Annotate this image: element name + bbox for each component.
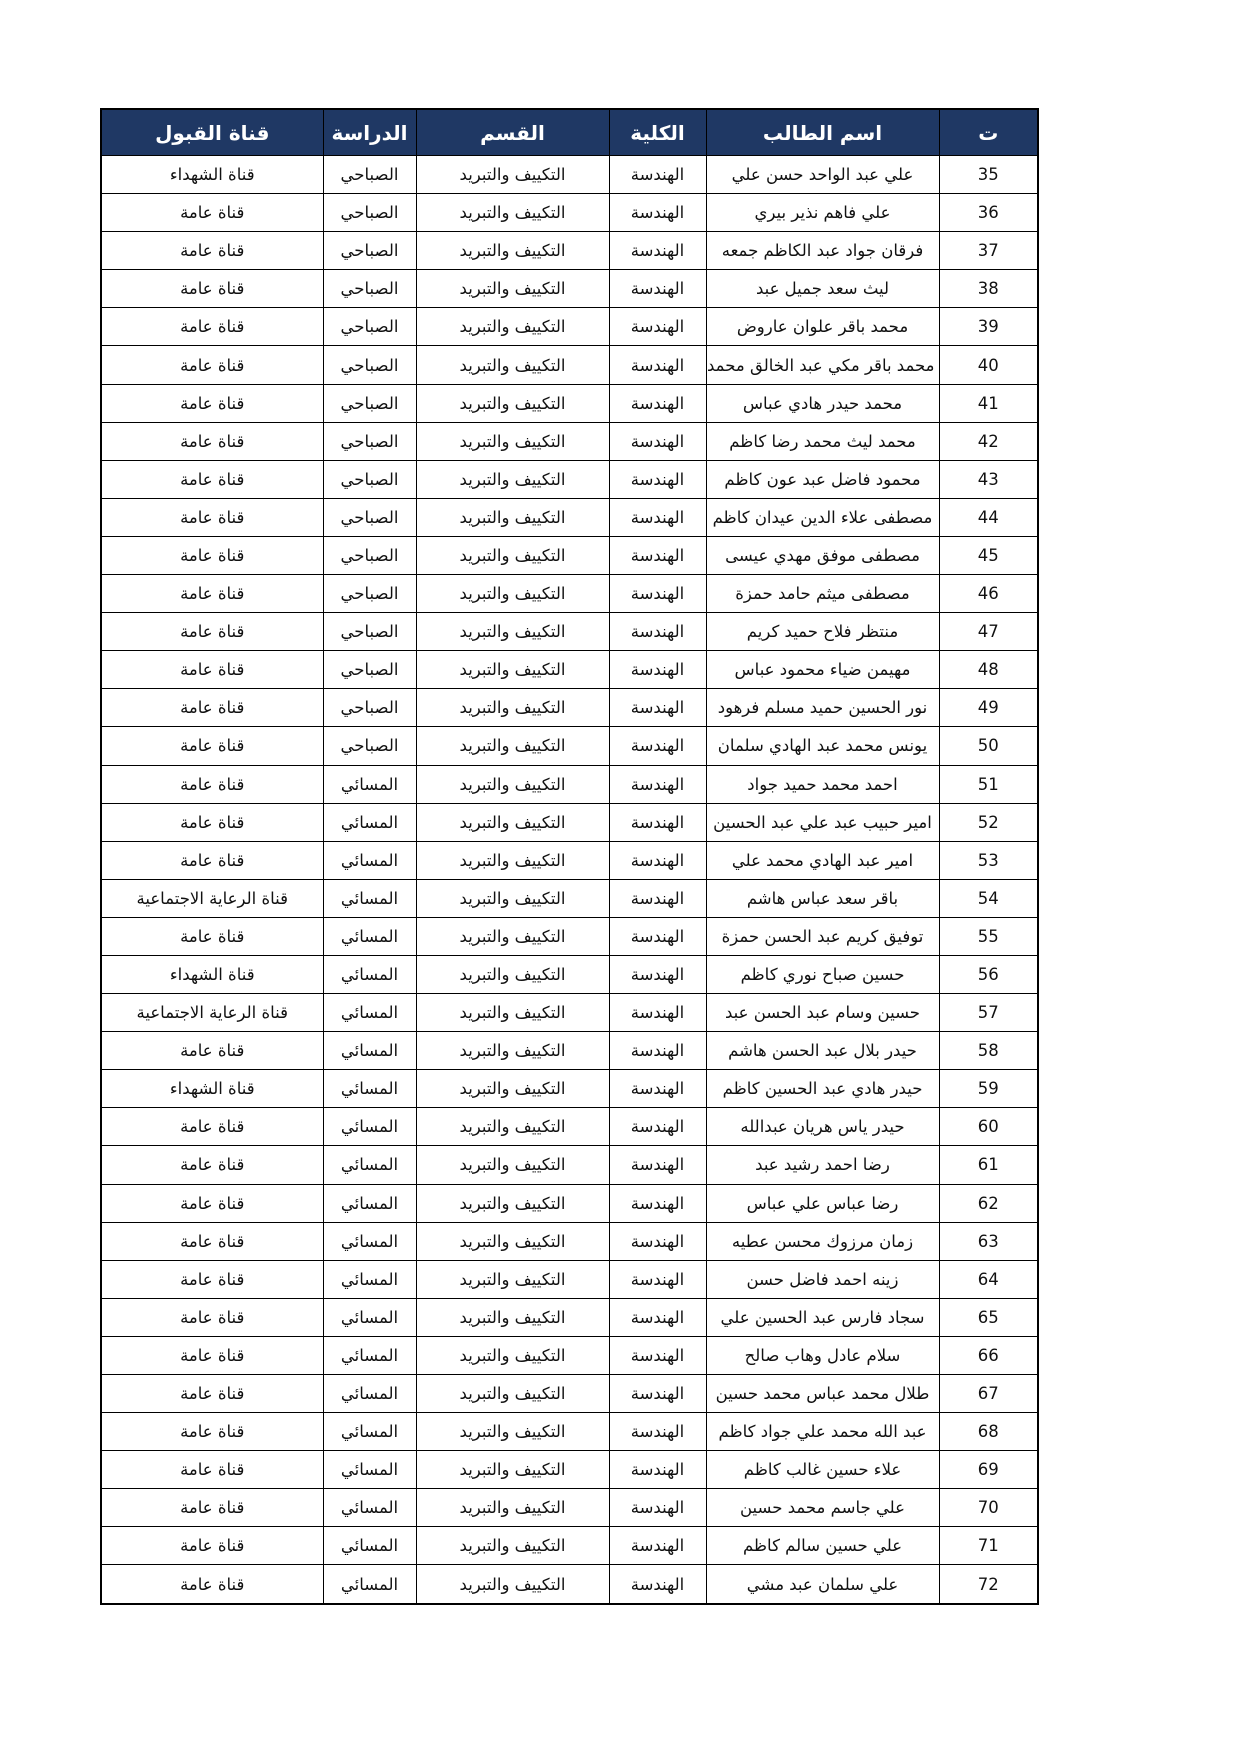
cell-college: الهندسة	[609, 1565, 706, 1604]
cell-study: المسائي	[323, 1527, 416, 1565]
cell-study: المسائي	[323, 1565, 416, 1604]
cell-admission-channel: قناة عامة	[101, 384, 323, 422]
cell-department: التكييف والتبريد	[416, 613, 609, 651]
table-row	[101, 232, 1038, 270]
cell-student-name: زينه احمد فاضل حسن	[706, 1260, 939, 1298]
cell-student-name: منتظر فلاح حميد كريم	[706, 613, 939, 651]
cell-student-name: ليث سعد جميل عبد	[706, 270, 939, 308]
cell-college: الهندسة	[609, 689, 706, 727]
cell-college: الهندسة	[609, 1298, 706, 1336]
cell-study: الصباحي	[323, 727, 416, 765]
cell-student-name: امير عبد الهادي محمد علي	[706, 841, 939, 879]
cell-admission-channel: قناة عامة	[101, 1298, 323, 1336]
cell-department: التكييف والتبريد	[416, 879, 609, 917]
table-row	[101, 689, 1038, 727]
cell-department: التكييف والتبريد	[416, 841, 609, 879]
cell-admission-channel: قناة عامة	[101, 422, 323, 460]
cell-department: التكييف والتبريد	[416, 346, 609, 384]
table-row	[101, 1184, 1038, 1222]
col-header-student-name: اسم الطالب	[706, 109, 939, 156]
cell-study: المسائي	[323, 1489, 416, 1527]
cell-student-name: سجاد فارس عبد الحسين علي	[706, 1298, 939, 1336]
col-header-number: ت	[939, 109, 1038, 156]
cell-study: المسائي	[323, 1451, 416, 1489]
cell-college: الهندسة	[609, 1070, 706, 1108]
cell-study: المسائي	[323, 841, 416, 879]
cell-college: الهندسة	[609, 422, 706, 460]
cell-department: التكييف والتبريد	[416, 1260, 609, 1298]
cell-study: المسائي	[323, 1070, 416, 1108]
table-row	[101, 384, 1038, 422]
col-header-study: الدراسة	[323, 109, 416, 156]
cell-department: التكييف والتبريد	[416, 1336, 609, 1374]
cell-college: الهندسة	[609, 536, 706, 574]
cell-student-name: حيدر هادي عبد الحسين كاظم	[706, 1070, 939, 1108]
cell-college: الهندسة	[609, 1184, 706, 1222]
cell-number: 60	[939, 1108, 1038, 1146]
table-row	[101, 1298, 1038, 1336]
cell-admission-channel: قناة عامة	[101, 917, 323, 955]
cell-student-name: محمد باقر مكي عبد الخالق محمد	[706, 346, 939, 384]
table-row	[101, 1375, 1038, 1413]
cell-student-name: حسين وسام عبد الحسن عبد	[706, 994, 939, 1032]
cell-college: الهندسة	[609, 613, 706, 651]
cell-college: الهندسة	[609, 1489, 706, 1527]
cell-admission-channel: قناة الشهداء	[101, 1070, 323, 1108]
cell-department: التكييف والتبريد	[416, 689, 609, 727]
cell-number: 37	[939, 232, 1038, 270]
cell-college: الهندسة	[609, 460, 706, 498]
cell-department: التكييف والتبريد	[416, 1108, 609, 1146]
cell-college: الهندسة	[609, 384, 706, 422]
cell-department: التكييف والتبريد	[416, 422, 609, 460]
cell-college: الهندسة	[609, 575, 706, 613]
cell-study: الصباحي	[323, 689, 416, 727]
cell-admission-channel: قناة الرعاية الاجتماعية	[101, 994, 323, 1032]
cell-study: المسائي	[323, 1413, 416, 1451]
cell-college: الهندسة	[609, 498, 706, 536]
cell-admission-channel: قناة عامة	[101, 270, 323, 308]
cell-admission-channel: قناة عامة	[101, 1489, 323, 1527]
table-row	[101, 1565, 1038, 1604]
cell-number: 68	[939, 1413, 1038, 1451]
cell-study: المسائي	[323, 1298, 416, 1336]
cell-number: 62	[939, 1184, 1038, 1222]
cell-student-name: علي سلمان عبد مشي	[706, 1565, 939, 1604]
cell-college: الهندسة	[609, 651, 706, 689]
cell-admission-channel: قناة عامة	[101, 346, 323, 384]
cell-study: المسائي	[323, 879, 416, 917]
cell-student-name: حيدر بلال عبد الحسن هاشم	[706, 1032, 939, 1070]
cell-number: 43	[939, 460, 1038, 498]
cell-student-name: طلال محمد عباس محمد حسين	[706, 1375, 939, 1413]
cell-admission-channel: قناة الشهداء	[101, 156, 323, 194]
cell-student-name: رضا عباس علي عباس	[706, 1184, 939, 1222]
cell-number: 47	[939, 613, 1038, 651]
cell-admission-channel: قناة عامة	[101, 1184, 323, 1222]
cell-study: المسائي	[323, 1108, 416, 1146]
cell-student-name: مهيمن ضياء محمود عباس	[706, 651, 939, 689]
cell-number: 35	[939, 156, 1038, 194]
cell-student-name: توفيق كريم عبد الحسن حمزة	[706, 917, 939, 955]
cell-college: الهندسة	[609, 727, 706, 765]
cell-study: المسائي	[323, 917, 416, 955]
table-row	[101, 1260, 1038, 1298]
cell-number: 38	[939, 270, 1038, 308]
cell-student-name: محمد ليث محمد رضا كاظم	[706, 422, 939, 460]
cell-department: التكييف والتبريد	[416, 1222, 609, 1260]
cell-student-name: محمد باقر علوان عاروض	[706, 308, 939, 346]
cell-number: 56	[939, 955, 1038, 993]
cell-admission-channel: قناة عامة	[101, 1527, 323, 1565]
cell-study: الصباحي	[323, 346, 416, 384]
cell-admission-channel: قناة عامة	[101, 1451, 323, 1489]
cell-department: التكييف والتبريد	[416, 194, 609, 232]
cell-department: التكييف والتبريد	[416, 308, 609, 346]
table-row	[101, 613, 1038, 651]
cell-number: 48	[939, 651, 1038, 689]
cell-department: التكييف والتبريد	[416, 955, 609, 993]
cell-number: 55	[939, 917, 1038, 955]
cell-college: الهندسة	[609, 1108, 706, 1146]
cell-study: الصباحي	[323, 384, 416, 422]
table-row	[101, 955, 1038, 993]
cell-student-name: مصطفى ميثم حامد حمزة	[706, 575, 939, 613]
cell-number: 40	[939, 346, 1038, 384]
table-row	[101, 1336, 1038, 1374]
cell-department: التكييف والتبريد	[416, 1451, 609, 1489]
table-row	[101, 498, 1038, 536]
cell-student-name: علي جاسم محمد حسين	[706, 1489, 939, 1527]
cell-study: المسائي	[323, 803, 416, 841]
table-row	[101, 1070, 1038, 1108]
cell-study: الصباحي	[323, 422, 416, 460]
cell-student-name: سلام عادل وهاب صالح	[706, 1336, 939, 1374]
cell-number: 44	[939, 498, 1038, 536]
cell-college: الهندسة	[609, 1375, 706, 1413]
table-row	[101, 1146, 1038, 1184]
cell-study: الصباحي	[323, 460, 416, 498]
cell-number: 61	[939, 1146, 1038, 1184]
table-row	[101, 1489, 1038, 1527]
cell-study: الصباحي	[323, 156, 416, 194]
cell-student-name: علي عبد الواحد حسن علي	[706, 156, 939, 194]
cell-admission-channel: قناة عامة	[101, 1108, 323, 1146]
cell-study: المسائي	[323, 994, 416, 1032]
cell-department: التكييف والتبريد	[416, 1032, 609, 1070]
table-row	[101, 917, 1038, 955]
cell-college: الهندسة	[609, 1451, 706, 1489]
cell-student-name: زمان مرزوك محسن عطيه	[706, 1222, 939, 1260]
cell-admission-channel: قناة عامة	[101, 1032, 323, 1070]
table-row	[101, 651, 1038, 689]
cell-college: الهندسة	[609, 1222, 706, 1260]
cell-study: الصباحي	[323, 308, 416, 346]
cell-admission-channel: قناة عامة	[101, 498, 323, 536]
cell-study: الصباحي	[323, 498, 416, 536]
cell-college: الهندسة	[609, 232, 706, 270]
cell-college: الهندسة	[609, 1146, 706, 1184]
table-row	[101, 346, 1038, 384]
cell-student-name: عبد الله محمد علي جواد كاظم	[706, 1413, 939, 1451]
cell-admission-channel: قناة عامة	[101, 803, 323, 841]
cell-number: 53	[939, 841, 1038, 879]
cell-study: الصباحي	[323, 575, 416, 613]
cell-admission-channel: قناة عامة	[101, 1222, 323, 1260]
cell-number: 39	[939, 308, 1038, 346]
cell-student-name: علاء حسين غالب كاظم	[706, 1451, 939, 1489]
cell-college: الهندسة	[609, 994, 706, 1032]
cell-study: الصباحي	[323, 613, 416, 651]
cell-study: المسائي	[323, 1222, 416, 1260]
cell-study: المسائي	[323, 1146, 416, 1184]
cell-number: 42	[939, 422, 1038, 460]
cell-number: 46	[939, 575, 1038, 613]
cell-number: 58	[939, 1032, 1038, 1070]
cell-admission-channel: قناة عامة	[101, 308, 323, 346]
cell-number: 51	[939, 765, 1038, 803]
cell-college: الهندسة	[609, 1413, 706, 1451]
cell-admission-channel: قناة عامة	[101, 765, 323, 803]
cell-department: التكييف والتبريد	[416, 232, 609, 270]
table-row	[101, 1032, 1038, 1070]
cell-admission-channel: قناة عامة	[101, 575, 323, 613]
cell-number: 45	[939, 536, 1038, 574]
header-row	[101, 109, 1038, 156]
cell-student-name: يونس محمد عبد الهادي سلمان	[706, 727, 939, 765]
cell-college: الهندسة	[609, 346, 706, 384]
cell-department: التكييف والتبريد	[416, 994, 609, 1032]
cell-college: الهندسة	[609, 765, 706, 803]
cell-study: الصباحي	[323, 232, 416, 270]
cell-study: الصباحي	[323, 270, 416, 308]
table-row	[101, 575, 1038, 613]
cell-department: التكييف والتبريد	[416, 1070, 609, 1108]
cell-department: التكييف والتبريد	[416, 156, 609, 194]
cell-student-name: محمد حيدر هادي عباس	[706, 384, 939, 422]
cell-department: التكييف والتبريد	[416, 536, 609, 574]
cell-department: التكييف والتبريد	[416, 651, 609, 689]
cell-college: الهندسة	[609, 955, 706, 993]
table-row	[101, 765, 1038, 803]
table-row	[101, 194, 1038, 232]
table-row	[101, 308, 1038, 346]
cell-number: 57	[939, 994, 1038, 1032]
cell-department: التكييف والتبريد	[416, 384, 609, 422]
cell-department: التكييف والتبريد	[416, 1184, 609, 1222]
cell-college: الهندسة	[609, 1527, 706, 1565]
table-row	[101, 803, 1038, 841]
cell-college: الهندسة	[609, 841, 706, 879]
cell-number: 72	[939, 1565, 1038, 1604]
cell-department: التكييف والتبريد	[416, 1527, 609, 1565]
cell-number: 59	[939, 1070, 1038, 1108]
cell-study: المسائي	[323, 1032, 416, 1070]
cell-department: التكييف والتبريد	[416, 460, 609, 498]
cell-admission-channel: قناة عامة	[101, 1375, 323, 1413]
cell-college: الهندسة	[609, 1032, 706, 1070]
cell-department: التكييف والتبريد	[416, 765, 609, 803]
cell-admission-channel: قناة الشهداء	[101, 955, 323, 993]
cell-student-name: نور الحسين حميد مسلم فرهود	[706, 689, 939, 727]
table-row	[101, 1527, 1038, 1565]
cell-student-name: فرقان جواد عبد الكاظم جمعه	[706, 232, 939, 270]
cell-department: التكييف والتبريد	[416, 498, 609, 536]
cell-number: 63	[939, 1222, 1038, 1260]
cell-department: التكييف والتبريد	[416, 727, 609, 765]
cell-student-name: مصطفى موفق مهدي عيسى	[706, 536, 939, 574]
cell-number: 49	[939, 689, 1038, 727]
cell-college: الهندسة	[609, 270, 706, 308]
cell-department: التكييف والتبريد	[416, 1489, 609, 1527]
cell-admission-channel: قناة عامة	[101, 651, 323, 689]
cell-college: الهندسة	[609, 917, 706, 955]
cell-admission-channel: قناة عامة	[101, 841, 323, 879]
cell-college: الهندسة	[609, 1260, 706, 1298]
cell-number: 71	[939, 1527, 1038, 1565]
cell-number: 65	[939, 1298, 1038, 1336]
cell-college: الهندسة	[609, 803, 706, 841]
table-row	[101, 994, 1038, 1032]
cell-admission-channel: قناة عامة	[101, 1146, 323, 1184]
table-row	[101, 536, 1038, 574]
cell-admission-channel: قناة عامة	[101, 1336, 323, 1374]
cell-admission-channel: قناة عامة	[101, 727, 323, 765]
cell-student-name: علي فاهم نذير بيري	[706, 194, 939, 232]
cell-admission-channel: قناة عامة	[101, 232, 323, 270]
cell-admission-channel: قناة عامة	[101, 689, 323, 727]
cell-number: 52	[939, 803, 1038, 841]
cell-department: التكييف والتبريد	[416, 1375, 609, 1413]
cell-admission-channel: قناة عامة	[101, 1260, 323, 1298]
cell-study: المسائي	[323, 765, 416, 803]
col-header-admission-channel: قناة القبول	[101, 109, 323, 156]
table-row	[101, 1222, 1038, 1260]
cell-student-name: امير حبيب عبد علي عبد الحسين	[706, 803, 939, 841]
cell-study: المسائي	[323, 1260, 416, 1298]
cell-department: التكييف والتبريد	[416, 1298, 609, 1336]
cell-number: 54	[939, 879, 1038, 917]
cell-college: الهندسة	[609, 156, 706, 194]
table-row	[101, 1451, 1038, 1489]
table-row	[101, 1413, 1038, 1451]
cell-study: الصباحي	[323, 651, 416, 689]
students-table	[100, 108, 1039, 1605]
cell-student-name: حسين صباح نوري كاظم	[706, 955, 939, 993]
cell-number: 69	[939, 1451, 1038, 1489]
cell-study: الصباحي	[323, 536, 416, 574]
cell-department: التكييف والتبريد	[416, 1413, 609, 1451]
col-header-department: القسم	[416, 109, 609, 156]
cell-student-name: حيدر ياس هريان عبدالله	[706, 1108, 939, 1146]
cell-student-name: باقر سعد عباس هاشم	[706, 879, 939, 917]
cell-admission-channel: قناة عامة	[101, 1413, 323, 1451]
cell-admission-channel: قناة عامة	[101, 1565, 323, 1604]
table-row	[101, 156, 1038, 194]
cell-admission-channel: قناة الرعاية الاجتماعية	[101, 879, 323, 917]
table-row	[101, 879, 1038, 917]
cell-number: 70	[939, 1489, 1038, 1527]
cell-department: التكييف والتبريد	[416, 575, 609, 613]
cell-student-name: احمد محمد حميد جواد	[706, 765, 939, 803]
cell-college: الهندسة	[609, 1336, 706, 1374]
cell-admission-channel: قناة عامة	[101, 460, 323, 498]
cell-number: 66	[939, 1336, 1038, 1374]
table-row	[101, 841, 1038, 879]
cell-student-name: علي حسين سالم كاظم	[706, 1527, 939, 1565]
cell-department: التكييف والتبريد	[416, 270, 609, 308]
table-row	[101, 727, 1038, 765]
cell-admission-channel: قناة عامة	[101, 613, 323, 651]
cell-department: التكييف والتبريد	[416, 803, 609, 841]
cell-student-name: محمود فاضل عبد عون كاظم	[706, 460, 939, 498]
cell-student-name: مصطفى علاء الدين عيدان كاظم	[706, 498, 939, 536]
cell-department: التكييف والتبريد	[416, 1146, 609, 1184]
cell-number: 36	[939, 194, 1038, 232]
cell-study: المسائي	[323, 955, 416, 993]
cell-admission-channel: قناة عامة	[101, 194, 323, 232]
cell-department: التكييف والتبريد	[416, 917, 609, 955]
cell-study: المسائي	[323, 1184, 416, 1222]
cell-number: 67	[939, 1375, 1038, 1413]
table-row	[101, 460, 1038, 498]
table-row	[101, 270, 1038, 308]
table-row	[101, 1108, 1038, 1146]
cell-study: الصباحي	[323, 194, 416, 232]
cell-number: 50	[939, 727, 1038, 765]
cell-college: الهندسة	[609, 194, 706, 232]
cell-number: 64	[939, 1260, 1038, 1298]
col-header-college: الكلية	[609, 109, 706, 156]
table-row	[101, 422, 1038, 460]
cell-college: الهندسة	[609, 879, 706, 917]
cell-admission-channel: قناة عامة	[101, 536, 323, 574]
cell-college: الهندسة	[609, 308, 706, 346]
cell-study: المسائي	[323, 1336, 416, 1374]
cell-student-name: رضا احمد رشيد عبد	[706, 1146, 939, 1184]
cell-study: المسائي	[323, 1375, 416, 1413]
cell-number: 41	[939, 384, 1038, 422]
cell-department: التكييف والتبريد	[416, 1565, 609, 1604]
